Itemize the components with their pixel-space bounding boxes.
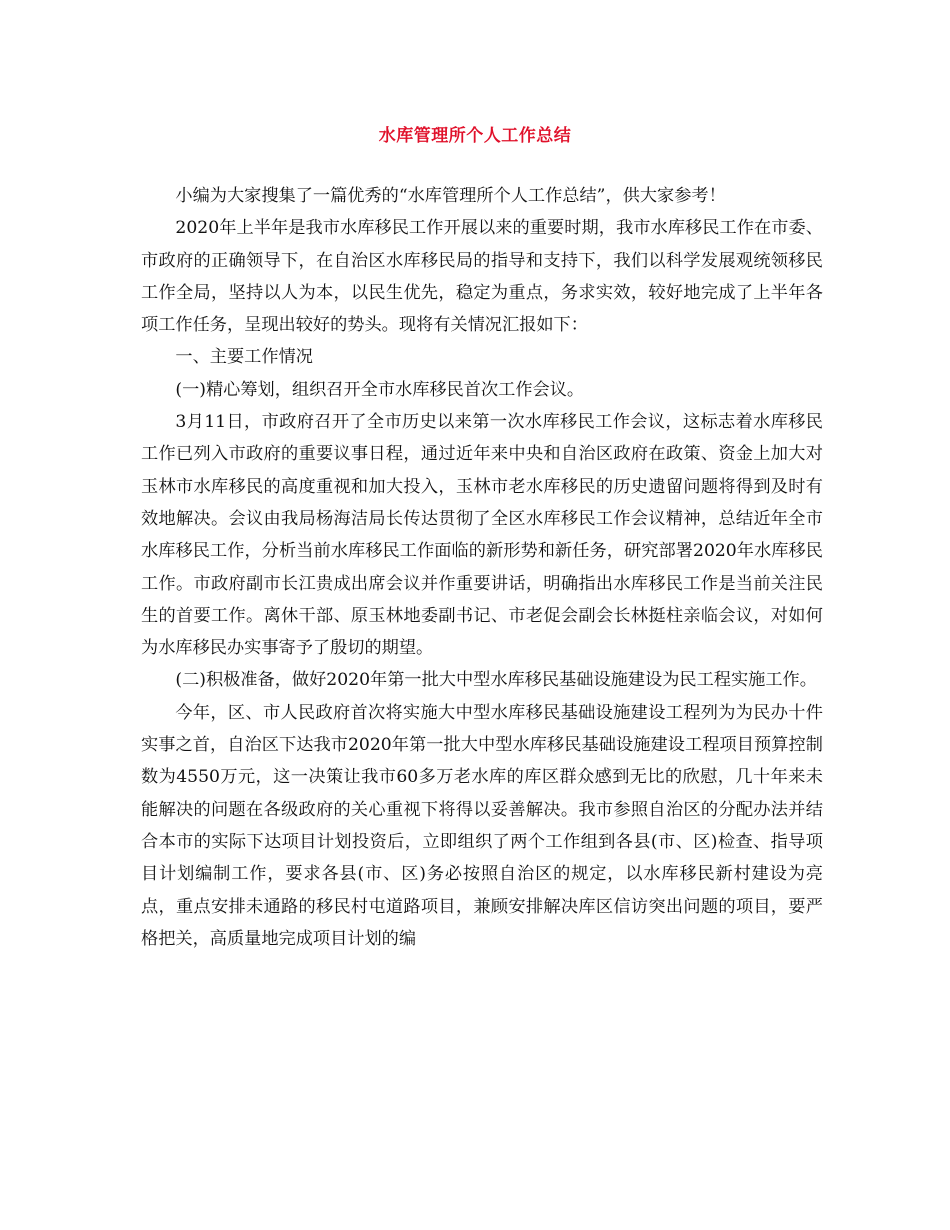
document-title: 水库管理所个人工作总结: [378, 126, 572, 146]
paragraph-intro: 小编为大家搜集了一篇优秀的“水库管理所个人工作总结”，供大家参考！: [175, 186, 726, 206]
document-body: [141, 180, 823, 955]
section-heading: 一、主要工作情况: [175, 347, 313, 368]
subsection-heading-2: (二)积极准备，做好2020年第一批大中型水库移民基础设施建设为民工程实施工作。: [175, 670, 817, 691]
subsection-heading-1: (一)精心筹划，组织召开全市水库移民首次工作会议。: [175, 379, 585, 400]
paragraph-infrastructure: 今年，区、市人民政府首次将实施大中型水库移民基础设施建设工程列为为民办十件实事之首，自治区下达我市2020年第一批大中型水库移民基础设施建设工程项目预算控制数为4550万元，这一决策让我市60多万老水库的库区群众感到无比的欣慰，几十年来未能解决的问题在各级政府的关心重视下将得以妥善解决。我市参照自治区的分配办法并结合本市的实际下达项目计划投资后，立即组织了两个工作组到各县(市、区)检查、指导项目计划编制工作，要求各县(市、区)务必按照自治区的规定，以水库移民新村建设为亮点，重点安排未通路的移民村屯道路项目，兼顾安排解决库区信访突出问题的项目，要严格把关，高质量地完成项目计划的编: [141, 702, 823, 949]
paragraph-meeting: 3月11日，市政府召开了全市历史以来第一次水库移民工作会议，这标志着水库移民工作已列入市政府的重要议事日程，通过近年来中央和自治区政府在政策、资金上加大对玉林市水库移民的高度重视和加大投入，玉林市老水库移民的历史遗留问题将得到及时有效地解决。会议由我局杨海洁局长传达贯彻了全区水库移民工作会议精神，总结近年全市水库移民工作，分析当前水库移民工作面临的新形势和新任务，研究部署2020年水库移民工作。市政府副市长江贵成出席会议并作重要讲话，明确指出水库移民工作是当前关注民生的首要工作。离休干部、原玉林地委副书记、市老促会副会长林挺柱亲临会议，对如何为水库移民办实事寄予了殷切的期望。: [141, 412, 823, 659]
paragraph-overview: 2020年上半年是我市水库移民工作开展以来的重要时期，我市水库移民工作在市委、市政府的正确领导下，在自治区水库移民局的指导和支持下，我们以科学发展观统领移民工作全局，坚持以人为本，以民生优先，稳定为重点，务求实效，较好地完成了上半年各项工作任务，呈现出较好的势头。现将有关情况汇报如下：: [141, 218, 823, 336]
